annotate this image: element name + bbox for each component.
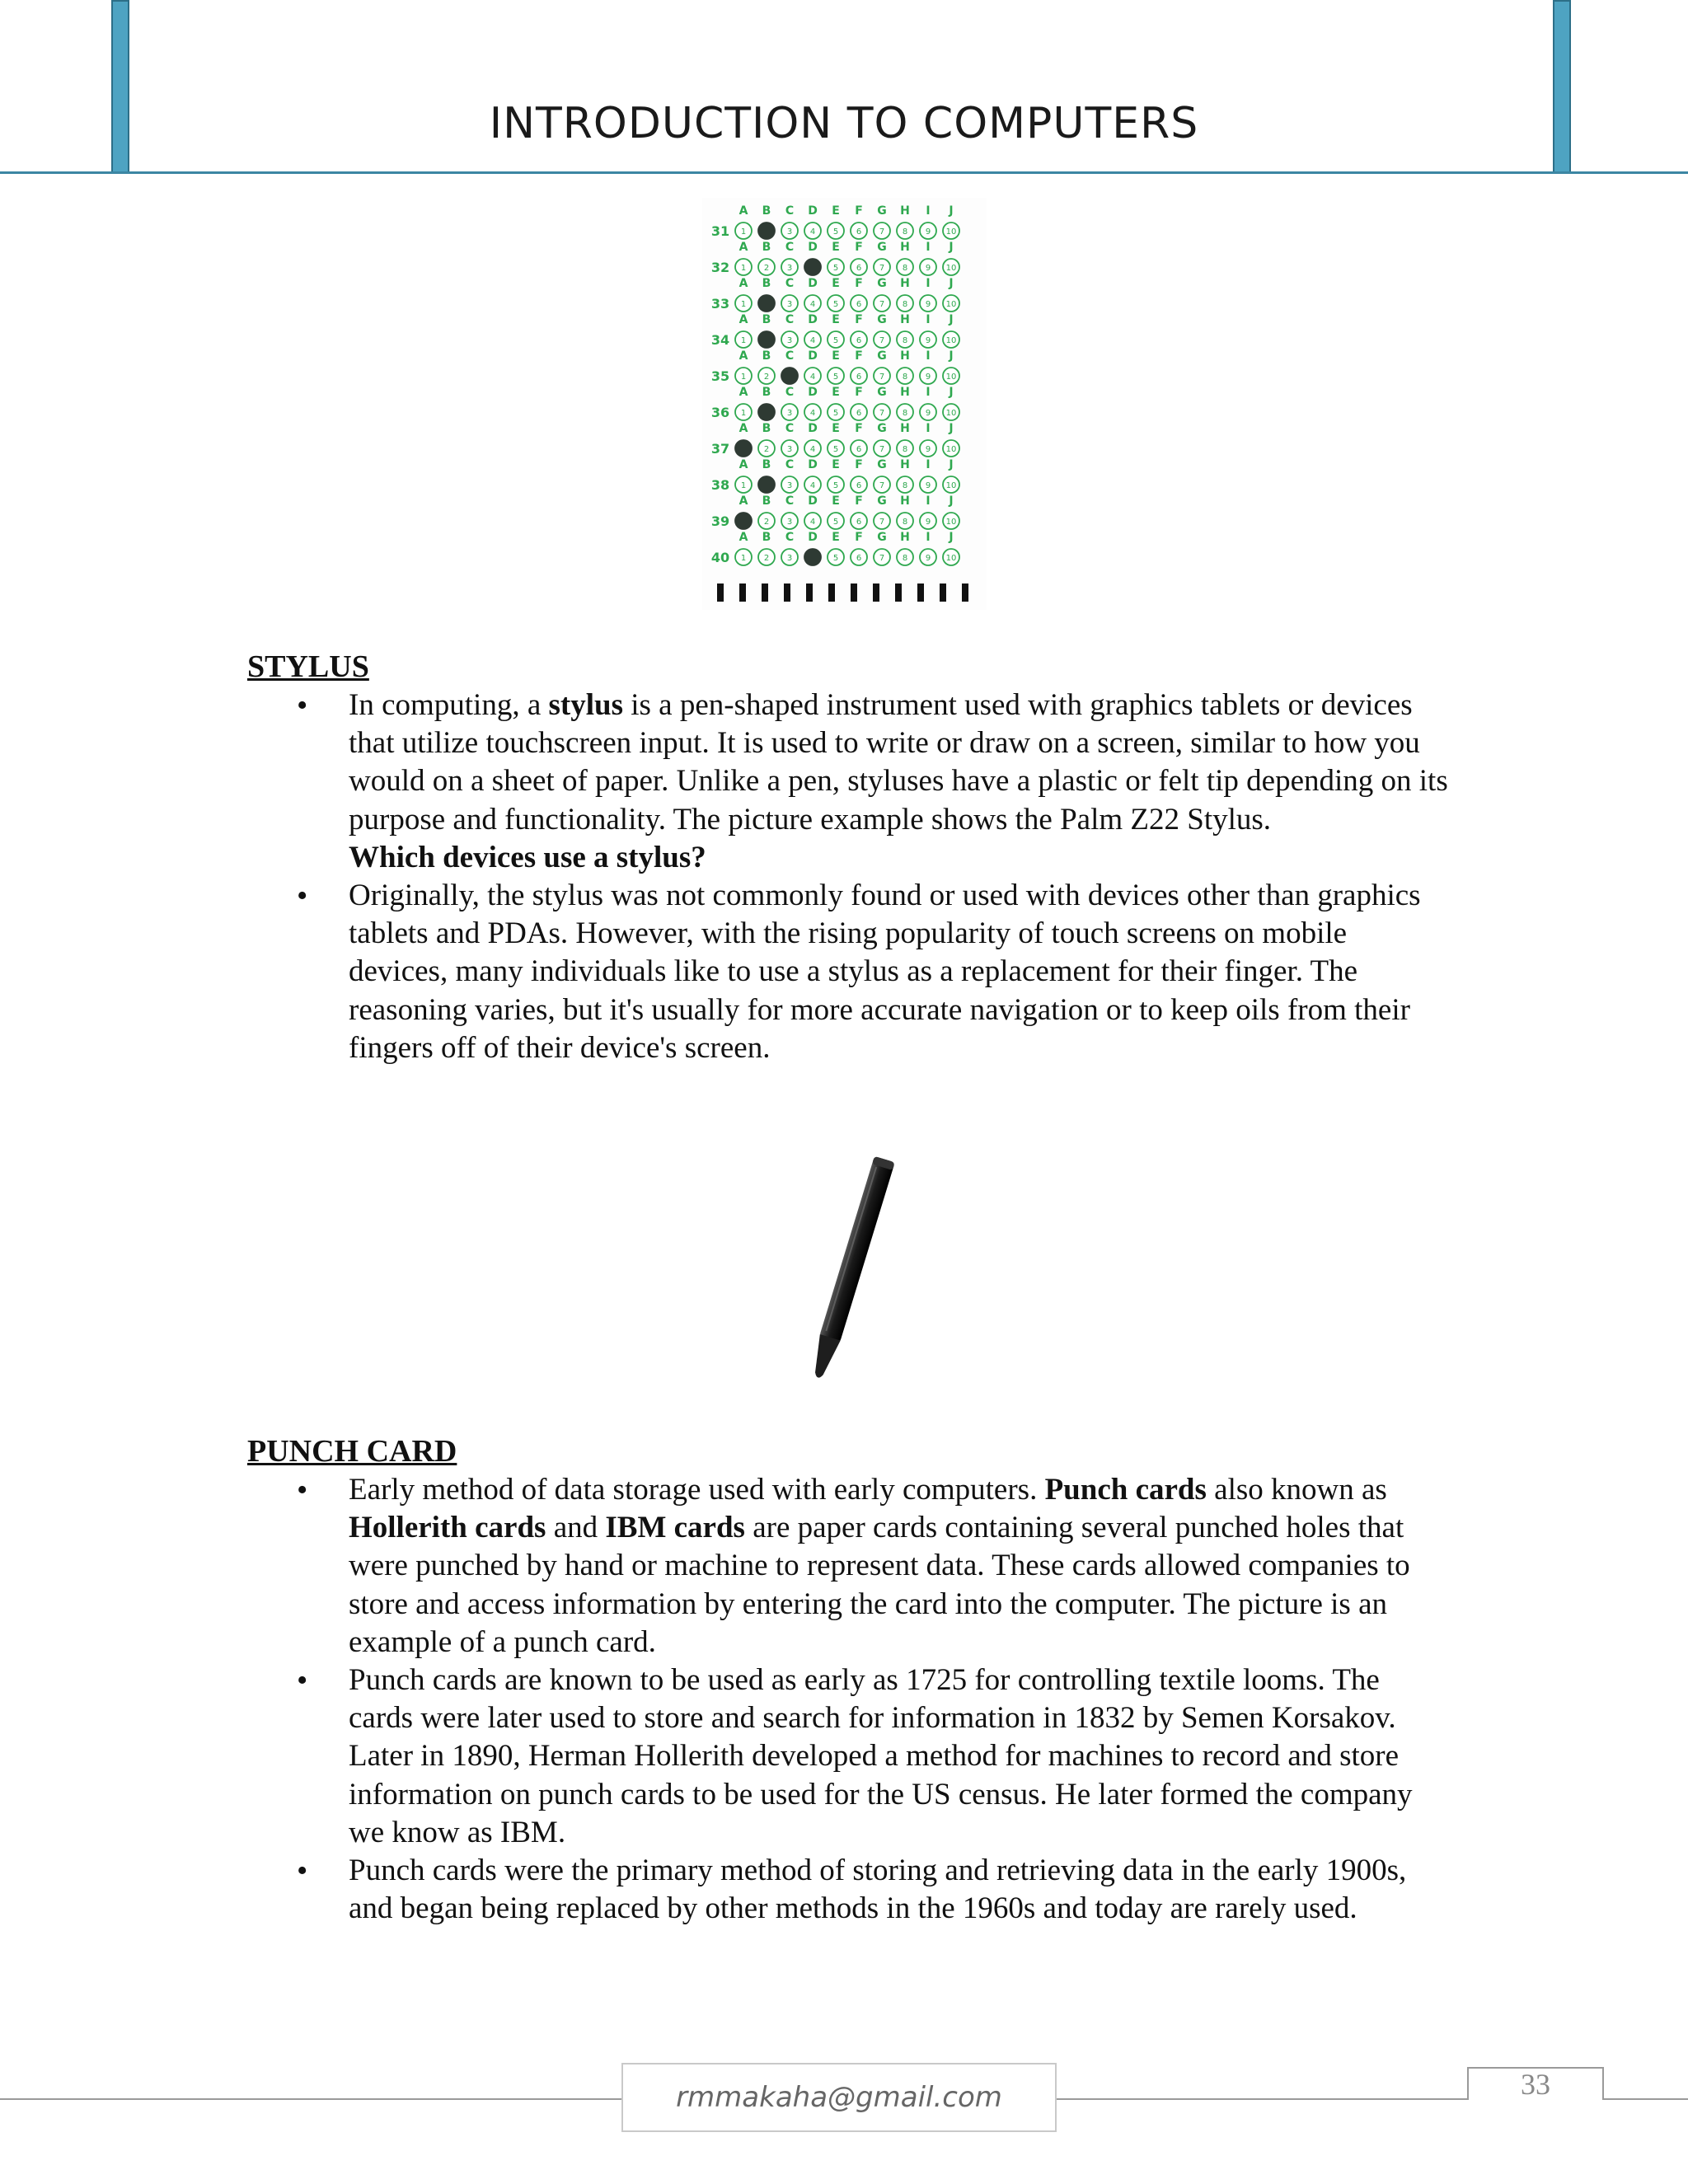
stylus-bullet-1 — [247, 687, 1451, 839]
omr-letter-label: C — [785, 349, 795, 363]
omr-letter-label: C — [785, 204, 795, 218]
omr-bubble-number: 4 — [809, 481, 816, 490]
punch-bullet-3: • Punch cards were the primary method of storing and retrieving data in the early 1900s, and began being replaced by other methods in the 1960s and today are rarely used. — [247, 1852, 1451, 1928]
omr-bubble-number: 7 — [879, 409, 885, 418]
omr-bubble-filled — [758, 331, 775, 348]
omr-letter-label: G — [877, 277, 887, 290]
omr-letter-label: D — [808, 531, 818, 544]
omr-bubble-number: 5 — [832, 264, 839, 273]
omr-letter-label: F — [855, 531, 863, 544]
omr-letter-label: D — [808, 313, 818, 326]
page-title: INTRODUCTION TO COMPUTERS — [489, 99, 1199, 148]
omr-bubble-number: 6 — [856, 409, 862, 418]
omr-letter-label: E — [832, 349, 840, 363]
omr-bubble-number: 6 — [856, 518, 862, 527]
omr-bubble-number: 10 — [945, 336, 957, 345]
stylus-image — [758, 1146, 940, 1401]
omr-bubble-number: 8 — [902, 373, 908, 382]
omr-letter-label: C — [785, 494, 795, 508]
omr-bubble-number: 4 — [809, 409, 816, 418]
omr-row-number: 37 — [710, 441, 730, 457]
omr-letter-label: F — [855, 204, 863, 218]
omr-letter-label: I — [926, 277, 931, 290]
omr-bubble-number: 3 — [786, 554, 793, 563]
omr-bubble-number: 5 — [832, 554, 839, 563]
omr-letter-label: E — [832, 313, 840, 326]
omr-timing-mark — [895, 583, 902, 602]
omr-bubble-number: 3 — [786, 518, 793, 527]
omr-bubble-number: 9 — [925, 481, 931, 490]
omr-letter-label: J — [949, 531, 954, 544]
omr-bubble-number: 2 — [763, 518, 770, 527]
text-run: are paper cards containing several punched holes that were punched by hand or machine to represent data. These cards allowed companies to store and access information by entering the card into the computer. The picture is an example of a punch card. — [349, 1511, 1410, 1659]
omr-row-number: 38 — [710, 477, 730, 493]
omr-bubble-number: 2 — [763, 264, 770, 273]
omr-letter-label: C — [785, 386, 795, 399]
omr-letter-label: J — [949, 422, 954, 435]
omr-letter-label: J — [949, 494, 954, 508]
omr-bubble-number: 10 — [945, 264, 957, 273]
header-rule — [0, 171, 1688, 174]
omr-bubble-number: 10 — [945, 518, 957, 527]
omr-letter-label: H — [900, 386, 910, 399]
omr-letter-label: A — [738, 313, 748, 326]
omr-bubble-number: 10 — [945, 445, 957, 454]
omr-letter-label: I — [926, 386, 931, 399]
omr-letter-label: G — [877, 422, 887, 435]
omr-letter-label: G — [877, 241, 887, 254]
omr-timing-mark — [784, 583, 790, 602]
omr-letter-label: B — [762, 313, 771, 326]
omr-bubble-number: 10 — [945, 554, 957, 563]
omr-letter-label: B — [762, 422, 771, 435]
omr-bubble-number: 6 — [856, 227, 862, 237]
omr-letter-label: F — [855, 277, 863, 290]
omr-letter-label: E — [832, 494, 840, 508]
omr-bubble-number: 7 — [879, 300, 885, 309]
omr-letter-label: J — [949, 313, 954, 326]
omr-bubble-filled — [735, 513, 752, 529]
omr-bubble-number: 5 — [832, 373, 839, 382]
omr-letter-label: I — [926, 531, 931, 544]
omr-bubble-number: 10 — [945, 409, 957, 418]
omr-bubble-number: 1 — [740, 481, 747, 490]
omr-bubble-number: 3 — [786, 445, 793, 454]
omr-letter-label: C — [785, 531, 795, 544]
omr-timing-mark — [851, 583, 857, 602]
omr-bubble-number: 8 — [902, 300, 908, 309]
omr-bubble-number: 3 — [786, 336, 793, 345]
omr-bubble-number: 3 — [786, 227, 793, 237]
omr-bubble-number: 7 — [879, 554, 885, 563]
punch-card-heading: PUNCH CARD — [247, 1434, 457, 1469]
omr-timing-mark — [828, 583, 835, 602]
omr-letter-label: G — [877, 204, 887, 218]
bold-term: Hollerith cards — [349, 1511, 546, 1545]
omr-letter-label: G — [877, 386, 887, 399]
text-run: and — [546, 1511, 606, 1545]
omr-letter-label: I — [926, 494, 931, 508]
omr-bubble-number: 6 — [856, 554, 862, 563]
omr-bubble-number: 10 — [945, 373, 957, 382]
omr-letter-label: H — [900, 494, 910, 508]
bold-term: Punch cards — [1044, 1473, 1207, 1507]
omr-letter-label: C — [785, 313, 795, 326]
omr-row-number: 31 — [710, 223, 730, 239]
omr-letter-label: J — [949, 241, 954, 254]
omr-letter-label: F — [855, 422, 863, 435]
omr-bubble-number: 9 — [925, 554, 931, 563]
omr-row-number: 40 — [710, 550, 730, 565]
punch-card-list — [247, 1471, 1451, 1928]
omr-bubble-number: 1 — [740, 264, 747, 273]
omr-letter-label: J — [949, 458, 954, 471]
omr-letter-label: B — [762, 458, 771, 471]
omr-bubble-number: 7 — [879, 336, 885, 345]
omr-letter-label: A — [738, 531, 748, 544]
omr-letter-label: F — [855, 241, 863, 254]
omr-letter-label: I — [926, 204, 931, 218]
omr-letter-label: E — [832, 458, 840, 471]
omr-timing-mark — [917, 583, 924, 602]
bold-term: IBM cards — [605, 1511, 745, 1545]
omr-letter-label: G — [877, 349, 887, 363]
omr-bubble-number: 4 — [809, 300, 816, 309]
omr-timing-mark — [739, 583, 746, 602]
omr-bubble-filled — [781, 368, 798, 384]
omr-letter-label: C — [785, 458, 795, 471]
omr-letter-label: G — [877, 494, 887, 508]
omr-bubble-number: 1 — [740, 554, 747, 563]
omr-row-number: 33 — [710, 296, 730, 312]
omr-bubble-number: 9 — [925, 336, 931, 345]
omr-bubble-filled — [804, 549, 821, 565]
omr-letter-label: A — [738, 277, 748, 290]
omr-bubble-number: 9 — [925, 227, 931, 237]
omr-letter-label: H — [900, 349, 910, 363]
omr-bubble-number: 5 — [832, 409, 839, 418]
omr-bubble-number: 2 — [763, 373, 770, 382]
omr-bubble-number: 1 — [740, 336, 747, 345]
omr-bubble-number: 4 — [809, 518, 816, 527]
omr-row-number: 39 — [710, 513, 730, 529]
omr-timing-mark — [717, 583, 724, 602]
omr-letter-label: H — [900, 422, 910, 435]
omr-row-number: 34 — [710, 332, 730, 348]
omr-bubble-filled — [758, 404, 775, 420]
omr-letter-label: E — [832, 241, 840, 254]
omr-bubble-number: 8 — [902, 264, 908, 273]
omr-letter-label: D — [808, 494, 818, 508]
footer-rule-right — [1604, 2098, 1688, 2100]
omr-bubble-filled — [758, 223, 775, 239]
omr-answer-sheet-graphic — [702, 198, 987, 610]
omr-bubble-number: 4 — [809, 336, 816, 345]
omr-letter-label: F — [855, 313, 863, 326]
omr-bubble-number: 4 — [809, 373, 816, 382]
omr-bubble-number: 8 — [902, 554, 908, 563]
stylus-question: Which devices use a stylus? — [349, 840, 706, 874]
omr-letter-label: C — [785, 422, 795, 435]
text-run: is a pen-shaped instrument used with graphics tablets or devices that utilize touchscreen input. It is used to write or draw on a screen, similar to how you would on a sheet of paper. Unlike a pen, styluses have a plastic or felt tip depending on its purpose and functionality. The picture example shows the Palm Z22 Stylus. — [349, 688, 1448, 837]
omr-letter-label: I — [926, 313, 931, 326]
omr-bubble-number: 5 — [832, 518, 839, 527]
omr-bubble-number: 5 — [832, 481, 839, 490]
bold-term: stylus — [548, 688, 623, 722]
footer-rule-middle — [1057, 2098, 1467, 2100]
omr-bubble-filled — [735, 440, 752, 457]
omr-letter-label: D — [808, 204, 818, 218]
omr-letter-label: G — [877, 458, 887, 471]
omr-bubble-number: 9 — [925, 300, 931, 309]
omr-letter-label: H — [900, 204, 910, 218]
omr-letter-label: J — [949, 204, 954, 218]
omr-row-number: 36 — [710, 405, 730, 420]
omr-bubble-number: 1 — [740, 227, 747, 237]
stylus-section — [247, 647, 1451, 1067]
omr-timing-mark — [962, 583, 968, 602]
footer-rule-left — [0, 2098, 621, 2100]
omr-bubble-number: 1 — [740, 373, 747, 382]
omr-letter-label: B — [762, 204, 771, 218]
omr-bubble-number: 7 — [879, 373, 885, 382]
omr-bubble-number: 3 — [786, 481, 793, 490]
omr-letter-label: J — [949, 386, 954, 399]
omr-bubble-number: 6 — [856, 336, 862, 345]
omr-bubble-number: 9 — [925, 445, 931, 454]
omr-letter-label: D — [808, 422, 818, 435]
punch-card-section — [247, 1432, 1451, 1928]
omr-letter-label: B — [762, 277, 771, 290]
punch-bullet-1 — [247, 1471, 1451, 1661]
omr-letter-label: A — [738, 458, 748, 471]
omr-bubble-number: 5 — [832, 445, 839, 454]
omr-letter-label: A — [738, 422, 748, 435]
omr-letter-label: D — [808, 277, 818, 290]
punch-bullet-2: • Punch cards are known to be used as early as 1725 for controlling textile looms. The cards were later used to store and search for information in 1832 by Semen Korsakov. Later in 1890, Herman Hollerith developed a method for machines to record and store information on punch cards to be used for the US census. He later formed the company we know as IBM. — [247, 1661, 1451, 1852]
omr-answer-sheet-image — [702, 198, 987, 610]
omr-bubble-number: 3 — [786, 409, 793, 418]
omr-bubble-number: 2 — [763, 554, 770, 563]
omr-bubble-filled — [804, 259, 821, 275]
omr-letter-label: J — [949, 349, 954, 363]
omr-letter-label: B — [762, 386, 771, 399]
omr-letter-label: A — [738, 241, 748, 254]
omr-bubble-number: 7 — [879, 227, 885, 237]
text-run: Early method of data storage used with early computers. — [349, 1473, 1045, 1507]
omr-letter-label: I — [926, 349, 931, 363]
omr-letter-label: E — [832, 277, 840, 290]
omr-letter-label: D — [808, 241, 818, 254]
omr-bubble-number: 9 — [925, 264, 931, 273]
omr-bubble-number: 8 — [902, 445, 908, 454]
omr-bubble-filled — [758, 295, 775, 312]
omr-bubble-number: 6 — [856, 300, 862, 309]
omr-letter-label: E — [832, 204, 840, 218]
omr-bubble-number: 3 — [786, 300, 793, 309]
omr-letter-label: B — [762, 241, 771, 254]
omr-bubble-number: 7 — [879, 445, 885, 454]
omr-letter-label: G — [877, 531, 887, 544]
omr-bubble-number: 8 — [902, 409, 908, 418]
omr-bubble-number: 5 — [832, 336, 839, 345]
stylus-list — [247, 687, 1451, 839]
omr-row-number: 32 — [710, 260, 730, 275]
omr-letter-label: I — [926, 458, 931, 471]
omr-bubble-number: 9 — [925, 373, 931, 382]
omr-letter-label: C — [785, 241, 795, 254]
omr-letter-label: H — [900, 458, 910, 471]
omr-letter-label: F — [855, 494, 863, 508]
omr-letter-label: B — [762, 531, 771, 544]
omr-letter-label: C — [785, 277, 795, 290]
omr-letter-label: D — [808, 349, 818, 363]
omr-letter-label: I — [926, 422, 931, 435]
omr-row-number: 35 — [710, 368, 730, 384]
stylus-bullet-2: • Originally, the stylus was not commonly found or used with devices other than graphics tablets and PDAs. However, with the rising popularity of touch screens on mobile devices, many individuals like to use a stylus as a replacement for their finger. The reasoning varies, but it's usually for more accurate navigation or to keep oils from their fingers off of their device's screen. — [247, 877, 1451, 1067]
omr-bubble-number: 6 — [856, 481, 862, 490]
footer-email: rmmakaha@gmail.com — [621, 2063, 1057, 2132]
omr-letter-label: H — [900, 313, 910, 326]
omr-bubble-number: 5 — [832, 227, 839, 237]
omr-bubble-number: 1 — [740, 300, 747, 309]
omr-letter-label: B — [762, 349, 771, 363]
omr-bubble-number: 9 — [925, 518, 931, 527]
omr-timing-mark — [940, 583, 946, 602]
omr-bubble-number: 4 — [809, 445, 816, 454]
omr-letter-label: E — [832, 531, 840, 544]
omr-bubble-number: 8 — [902, 481, 908, 490]
omr-bubble-number: 6 — [856, 264, 862, 273]
omr-bubble-number: 9 — [925, 409, 931, 418]
omr-timing-mark — [762, 583, 768, 602]
stylus-list-2 — [247, 877, 1451, 1067]
omr-timing-mark — [806, 583, 813, 602]
omr-letter-label: A — [738, 204, 748, 218]
stylus-heading: STYLUS — [247, 649, 369, 684]
omr-bubble-number: 3 — [786, 264, 793, 273]
text-run: also known as — [1206, 1473, 1387, 1507]
omr-bubble-number: 10 — [945, 300, 957, 309]
text-run: In computing, a — [349, 688, 549, 722]
omr-bubble-number: 7 — [879, 481, 885, 490]
omr-bubble-number: 7 — [879, 518, 885, 527]
omr-letter-label: E — [832, 386, 840, 399]
omr-bubble-filled — [758, 476, 775, 493]
omr-bubble-number: 6 — [856, 373, 862, 382]
omr-letter-label: G — [877, 313, 887, 326]
omr-timing-mark — [873, 583, 879, 602]
stylus-graphic — [758, 1146, 940, 1401]
omr-letter-label: E — [832, 422, 840, 435]
omr-letter-label: D — [808, 386, 818, 399]
omr-letter-label: F — [855, 386, 863, 399]
omr-letter-label: A — [738, 386, 748, 399]
omr-bubble-number: 2 — [763, 445, 770, 454]
omr-bubble-number: 8 — [902, 518, 908, 527]
omr-bubble-number: 7 — [879, 264, 885, 273]
omr-bubble-number: 8 — [902, 336, 908, 345]
omr-letter-label: B — [762, 494, 771, 508]
omr-letter-label: J — [949, 277, 954, 290]
omr-letter-label: D — [808, 458, 818, 471]
omr-bubble-number: 10 — [945, 227, 957, 237]
omr-letter-label: H — [900, 241, 910, 254]
omr-bubble-number: 1 — [740, 409, 747, 418]
omr-letter-label: I — [926, 241, 931, 254]
omr-bubble-number: 5 — [832, 300, 839, 309]
omr-letter-label: A — [738, 494, 748, 508]
omr-letter-label: H — [900, 277, 910, 290]
omr-bubble-number: 4 — [809, 227, 816, 237]
page-number: 33 — [1467, 2067, 1604, 2100]
omr-bubble-number: 6 — [856, 445, 862, 454]
omr-bubble-number: 8 — [902, 227, 908, 237]
omr-letter-label: F — [855, 349, 863, 363]
omr-letter-label: F — [855, 458, 863, 471]
omr-bubble-number: 10 — [945, 481, 957, 490]
omr-letter-label: H — [900, 531, 910, 544]
omr-letter-label: A — [738, 349, 748, 363]
